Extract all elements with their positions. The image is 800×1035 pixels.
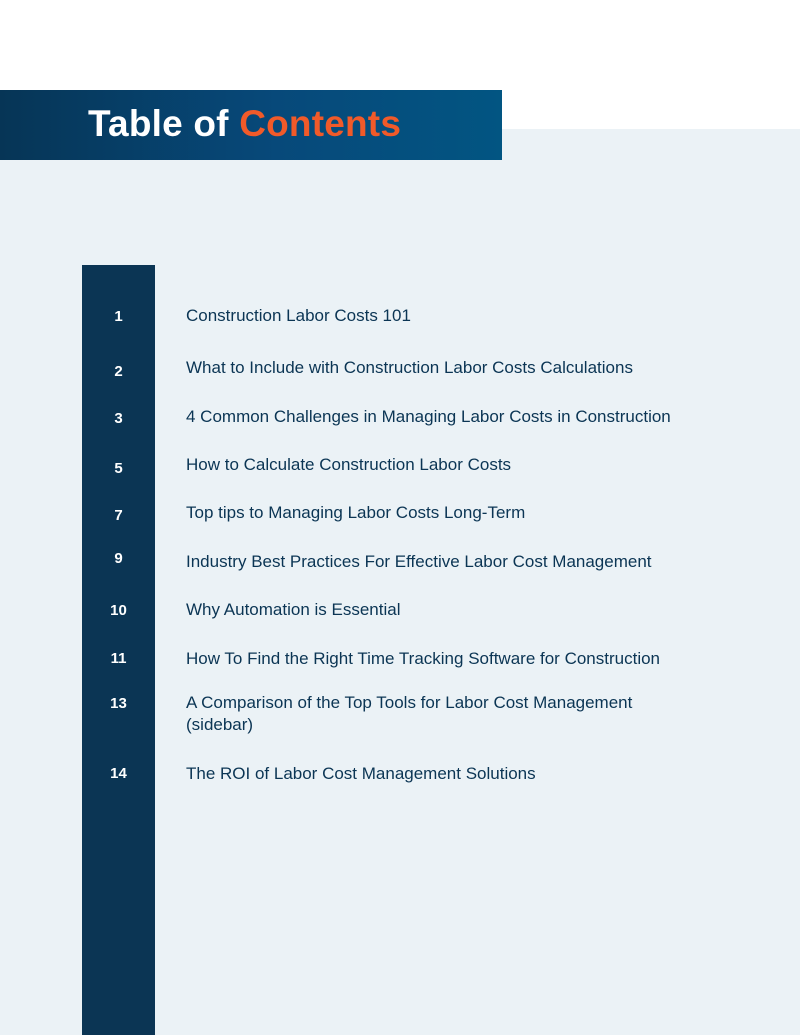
toc-entry-title[interactable]: Industry Best Practices For Effective Labor Cost Management [186,552,652,571]
toc-page-number: 5 [114,460,123,477]
toc-page-number: 14 [110,765,127,782]
toc-entry-title[interactable]: 4 Common Challenges in Managing Labor Costs in Construction [186,407,671,426]
toc-page-number: 10 [110,602,127,619]
toc-entry-title[interactable]: How to Calculate Construction Labor Costs [186,455,512,474]
toc-page-number: 13 [110,695,127,712]
title-banner [0,90,502,160]
toc-entry-title[interactable]: Why Automation is Essential [186,600,401,619]
toc-entry-title[interactable]: The ROI of Labor Cost Management Solutions [186,764,536,783]
toc-page-number: 7 [114,507,123,524]
toc-page-number: 2 [114,363,123,380]
toc-entry-title[interactable]: What to Include with Construction Labor Costs Calculations [186,358,633,377]
toc-page-number: 9 [114,550,123,567]
toc-entry-title[interactable]: Construction Labor Costs 101 [186,306,411,325]
toc-entry-title[interactable]: Top tips to Managing Labor Costs Long-Term [186,503,526,522]
toc-entry-title[interactable]: A Comparison of the Top Tools for Labor Cost Management (sidebar) [186,693,633,734]
page-title-part2: Contents [239,103,402,144]
toc-page-number: 1 [114,308,123,325]
toc-entry-title[interactable]: How To Find the Right Time Tracking Software for Construction [186,649,660,668]
page-title [88,90,401,160]
page-title-part1: Table of [88,103,229,144]
toc-page-number: 3 [114,410,123,427]
toc-page-number: 11 [110,650,127,667]
